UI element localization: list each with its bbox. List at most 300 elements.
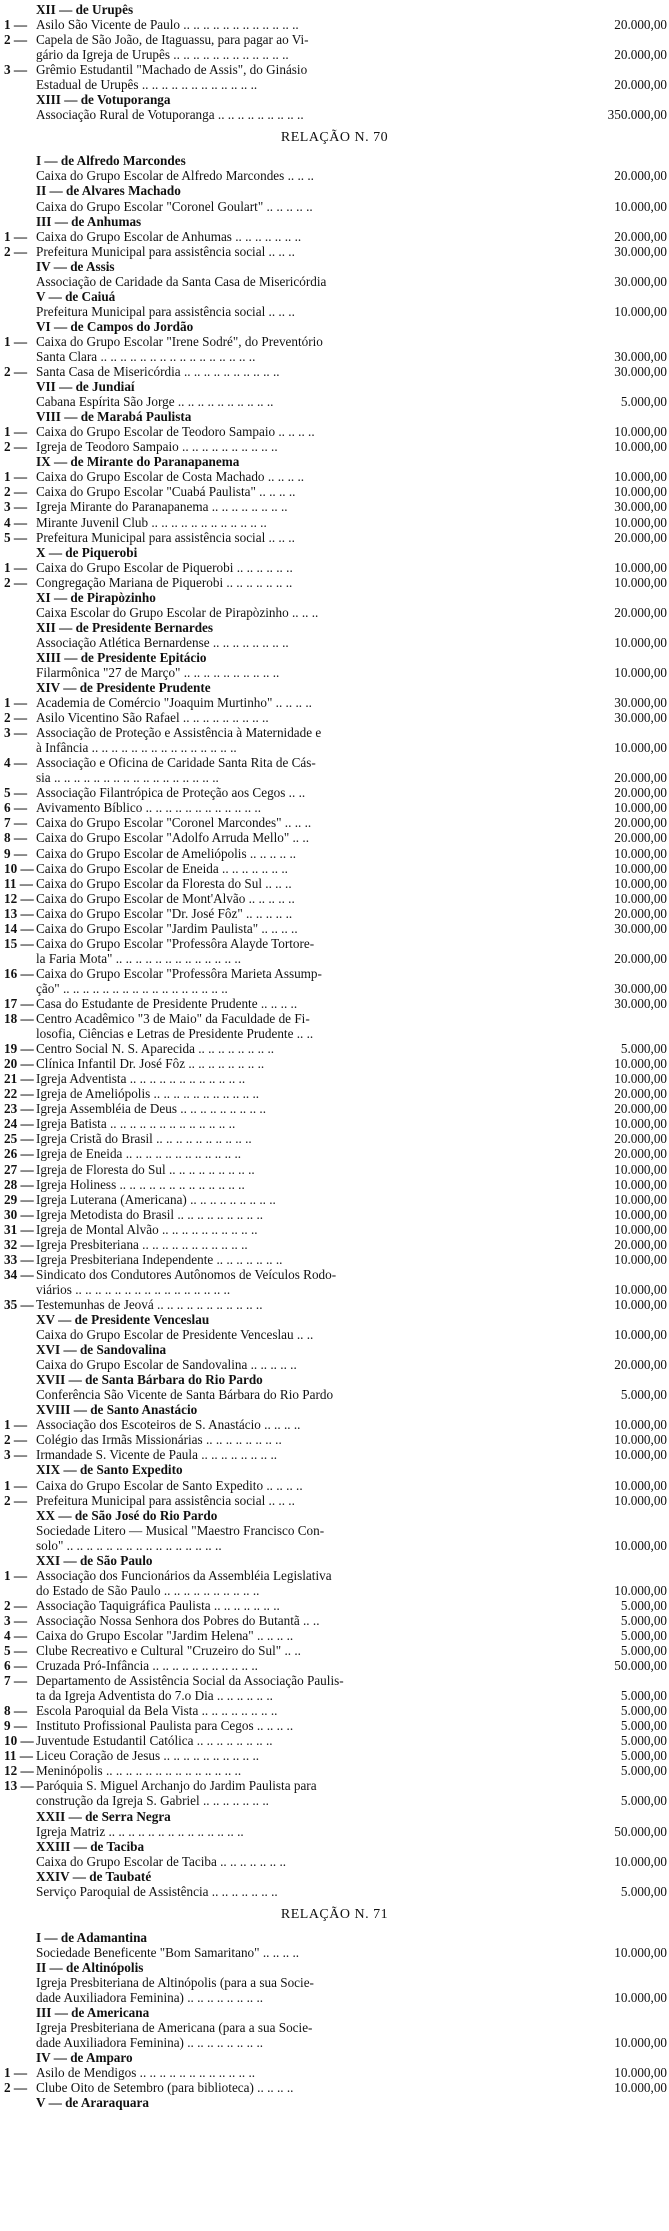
entry-text: Caixa do Grupo Escolar "Dr. José Fôz" .. .. .. .. .. — [36, 905, 293, 921]
section-heading — [0, 680, 669, 695]
entry-line — [0, 2020, 669, 2035]
entry-amount: 10.000,00 — [614, 860, 667, 876]
entry-number: 2 — — [4, 1432, 28, 1448]
entry-text: Asilo São Vicente de Paulo .. .. .. .. .. .. .. .. .. .. .. .. — [36, 17, 299, 33]
entry-line — [0, 229, 669, 244]
entry-number: 3 — — [4, 725, 28, 741]
entry-line — [0, 891, 669, 906]
entry-text: Liceu Coração de Jesus .. .. .. .. .. .. .. .. .. .. — [36, 1748, 260, 1764]
entry-line — [0, 605, 669, 620]
entry-number: 3 — — [4, 62, 28, 78]
entry-number: 10 — — [4, 860, 34, 876]
entry-text: Igreja de Eneida .. .. .. .. .. .. .. .. .. .. .. .. — [36, 1146, 242, 1162]
entry-text: XXI — de São Paulo — [36, 1552, 153, 1568]
entry-amount: 10.000,00 — [614, 1056, 667, 1072]
entry-number: 2 — — [4, 1492, 28, 1508]
entry-text: XII — de Urupês — [36, 2, 134, 17]
entry-text: Igreja Matriz .. .. .. .. .. .. .. .. .. .. .. .. .. .. — [36, 1823, 244, 1839]
entry-line — [0, 1041, 669, 1056]
entry-number: 5 — — [4, 785, 28, 801]
entry-line — [0, 1026, 669, 1041]
entry-text: Caixa do Grupo Escolar "Irene Sodré", do Preventório — [36, 333, 323, 349]
entry-amount: 10.000,00 — [614, 1944, 667, 1960]
entry-number: 3 — — [4, 1447, 28, 1463]
section-heading — [0, 153, 669, 168]
section-heading — [0, 319, 669, 334]
entry-amount: 10.000,00 — [614, 740, 667, 756]
entry-text: Estadual de Urupês .. .. .. .. .. .. .. .. .. .. .. .. — [36, 77, 258, 93]
entry-number: 2 — — [4, 710, 28, 726]
entry-amount: 10.000,00 — [614, 634, 667, 650]
entry-amount: 10.000,00 — [614, 1327, 667, 1343]
entry-text: XII — de Presidente Bernardes — [36, 619, 214, 635]
entry-amount: 10.000,00 — [614, 514, 667, 530]
section-heading — [0, 590, 669, 605]
entry-text: Sindicato dos Condutores Autônomos de Veículos Rodo- — [36, 1266, 337, 1282]
section-heading — [0, 409, 669, 424]
entry-number: 1 — — [4, 228, 28, 244]
section-heading — [0, 379, 669, 394]
entry-text: dade Auxiliadora Feminina) .. .. .. .. .. .. .. .. — [36, 2035, 264, 2051]
entry-amount: 30.000,00 — [614, 996, 667, 1011]
entry-text: Igreja Presbiteriana de Americana (para a sua Socie- — [36, 2020, 313, 2036]
entry-text: RELAÇÃO N. 71 — [280, 1906, 389, 1922]
entry-number: 23 — — [4, 1101, 34, 1117]
entry-number: 18 — — [4, 1011, 34, 1027]
entry-text: ção" .. .. .. .. .. .. .. .. .. .. .. .. .. .. .. .. .. — [36, 980, 228, 996]
entry-line — [0, 1613, 669, 1628]
entry-amount: 5.000,00 — [620, 1643, 667, 1659]
entry-number: 17 — — [4, 996, 34, 1011]
section-heading — [0, 1462, 669, 1477]
entry-amount: 10.000,00 — [614, 800, 667, 816]
entry-text: Caixa do Grupo Escolar de Sandovalina .. .. .. .. .. — [36, 1357, 297, 1373]
entry-amount: 5.000,00 — [620, 1763, 667, 1779]
entry-line — [0, 755, 669, 770]
entry-text: VI — de Campos do Jordão — [36, 318, 194, 334]
entry-number: 35 — — [4, 1296, 34, 1312]
entry-text: Asilo de Mendigos .. .. .. .. .. .. .. .. .. .. .. .. — [36, 2065, 256, 2081]
entry-amount: 10.000,00 — [614, 1221, 667, 1237]
entry-line — [0, 1793, 669, 1808]
section-heading — [0, 1342, 669, 1357]
entry-text: IV — de Amparo — [36, 2050, 133, 2066]
entry-text: Associação dos Escoteiros de S. Anastácio .. .. .. .. — [36, 1417, 301, 1433]
entry-line — [0, 936, 669, 951]
entry-amount: 30.000,00 — [614, 499, 667, 515]
entry-text: XXII — de Serra Negra — [36, 1808, 171, 1824]
entry-text: III — de Americana — [36, 2005, 150, 2021]
entry-text: Clube Recreativo e Cultural "Cruzeiro do Sul" .. .. — [36, 1643, 301, 1659]
entry-text: X — de Piquerobi — [36, 544, 138, 560]
entry-line — [0, 1086, 669, 1101]
entry-text: IV — de Assis — [36, 258, 115, 274]
entry-text: I — de Alfredo Marcondes — [36, 153, 186, 169]
entry-number: 1 — — [4, 17, 28, 33]
entry-text: Caixa do Grupo Escolar "Professôra Marieta Assump- — [36, 965, 322, 981]
entry-text: Associação Nossa Senhora dos Pobres do Butantã .. .. — [36, 1612, 320, 1628]
entry-amount: 20.000,00 — [614, 529, 667, 545]
entry-text: Igreja Cristã do Brasil .. .. .. .. .. .. .. .. .. .. — [36, 1131, 252, 1147]
entry-number: 3 — — [4, 1612, 28, 1628]
entry-text: Cruzada Pró-Infância .. .. .. .. .. .. .. .. .. .. .. — [36, 1658, 258, 1674]
entry-amount: 20.000,00 — [614, 785, 667, 801]
entry-amount: 10.000,00 — [614, 559, 667, 575]
entry-text: do Estado de São Paulo .. .. .. .. .. .. .. .. .. .. — [36, 1582, 260, 1598]
entry-amount: 5.000,00 — [620, 1883, 667, 1899]
entry-line — [0, 785, 669, 800]
entry-line — [0, 62, 669, 77]
entry-text: Conferência São Vicente de Santa Bárbara do Rio Pardo — [36, 1387, 334, 1403]
entry-line — [0, 1282, 669, 1297]
entry-amount: 5.000,00 — [620, 1688, 667, 1704]
entry-amount: 5.000,00 — [620, 1597, 667, 1613]
entry-line — [0, 1688, 669, 1703]
entry-line — [0, 695, 669, 710]
entry-text: solo" .. .. .. .. .. .. .. .. .. .. .. .. .. .. .. .. — [36, 1537, 222, 1553]
entry-amount: 20.000,00 — [614, 1146, 667, 1162]
entry-line — [0, 981, 669, 996]
entry-line — [0, 304, 669, 319]
entry-amount: 10.000,00 — [614, 1447, 667, 1463]
section-heading — [0, 2095, 669, 2110]
entry-text: Igreja Presbiteriana .. .. .. .. .. .. .. .. .. .. .. — [36, 1236, 248, 1252]
entry-line — [0, 1101, 669, 1116]
entry-number: 8 — — [4, 1703, 28, 1719]
entry-line — [0, 1538, 669, 1553]
entry-amount: 10.000,00 — [614, 1417, 667, 1433]
entry-number: 1 — — [4, 2065, 28, 2081]
entry-text: XV — de Presidente Venceslau — [36, 1311, 210, 1327]
entry-amount: 10.000,00 — [614, 439, 667, 455]
entry-amount: 10.000,00 — [614, 1537, 667, 1553]
entry-number: 4 — — [4, 1627, 28, 1643]
entry-line — [0, 725, 669, 740]
entry-text: Centro Acadêmico "3 de Maio" da Faculdade de Fi- — [36, 1011, 310, 1027]
entry-amount: 5.000,00 — [620, 394, 667, 410]
entry-text: Academia de Comércio "Joaquim Murtinho" .. .. .. .. — [36, 695, 312, 711]
entry-number: 5 — — [4, 1643, 28, 1659]
entry-text: XIII — de Votuporanga — [36, 92, 171, 108]
entry-line — [0, 439, 669, 454]
entry-text: Cabana Espírita São Jorge .. .. .. .. .. .. .. .. .. .. — [36, 394, 274, 410]
entry-text: gário da Igreja de Urupês .. .. .. .. .. .. .. .. .. .. .. .. — [36, 47, 289, 63]
entry-number: 19 — — [4, 1041, 34, 1057]
entry-line — [0, 1192, 669, 1207]
entry-text: ta da Igreja Adventista do 7.o Dia .. .. .. .. .. .. — [36, 1688, 273, 1704]
entry-line — [0, 1975, 669, 1990]
entry-text: Caixa do Grupo Escolar de Teodoro Sampaio .. .. .. .. — [36, 424, 315, 440]
entry-text: Caixa do Grupo Escolar de Presidente Venceslau .. .. — [36, 1327, 314, 1343]
entry-text: Caixa do Grupo Escolar "Coronel Goulart" .. .. .. .. .. — [36, 198, 313, 214]
entry-text: V — de Araraquara — [36, 2095, 149, 2111]
entry-line — [0, 1778, 669, 1793]
entry-line — [0, 394, 669, 409]
entry-number: 6 — — [4, 1658, 28, 1674]
entry-text: Associação de Proteção e Assistência à Maternidade e — [36, 725, 322, 741]
entry-line — [0, 1824, 669, 1839]
entry-line — [0, 515, 669, 530]
entry-text: Santa Casa de Misericórdia .. .. .. .. .. .. .. .. .. .. — [36, 364, 280, 380]
entry-text: Igreja de Ameliópolis .. .. .. .. .. .. .. .. .. .. .. — [36, 1086, 260, 1102]
entry-line — [0, 47, 669, 62]
entry-amount: 10.000,00 — [614, 875, 667, 891]
entry-text: XXIV — de Taubaté — [36, 1868, 152, 1884]
entry-text: Avivamento Bíblico .. .. .. .. .. .. .. .. .. .. .. .. — [36, 800, 262, 816]
section-heading — [0, 2005, 669, 2020]
entry-text: XIX — de Santo Expedito — [36, 1462, 183, 1478]
entry-text: XVII — de Santa Bárbara do Rio Pardo — [36, 1372, 263, 1388]
entry-number: 1 — — [4, 333, 28, 349]
entry-amount: 350.000,00 — [607, 107, 667, 123]
entry-number: 5 — — [4, 529, 28, 545]
section-heading — [0, 1809, 669, 1824]
entry-text: Serviço Paroquial de Assistência .. .. .. .. .. .. .. — [36, 1883, 278, 1899]
entry-amount: 20.000,00 — [614, 905, 667, 921]
entry-amount: 10.000,00 — [614, 303, 667, 319]
entry-text: Paróquia S. Miguel Archanjo do Jardim Paulista para — [36, 1778, 317, 1794]
entry-line — [0, 2080, 669, 2095]
entry-text: dade Auxiliadora Feminina) .. .. .. .. .. .. .. .. — [36, 1990, 264, 2005]
entry-line — [0, 1267, 669, 1282]
entry-number: 1 — — [4, 695, 28, 711]
entry-line — [0, 1447, 669, 1462]
entry-amount: 20.000,00 — [614, 1086, 667, 1102]
entry-amount: 10.000,00 — [614, 664, 667, 680]
entry-line — [0, 846, 669, 861]
entry-line — [0, 1222, 669, 1237]
entry-line — [0, 32, 669, 47]
entry-text: Caixa do Grupo Escolar de Eneida .. .. .. .. .. .. .. — [36, 860, 288, 876]
entry-text: Igreja Batista .. .. .. .. .. .. .. .. .. .. .. .. .. — [36, 1116, 236, 1132]
entry-line — [0, 1357, 669, 1372]
entry-line — [0, 107, 669, 122]
entry-number: 1 — — [4, 424, 28, 440]
entry-amount: 10.000,00 — [614, 1206, 667, 1222]
entry-amount: 10.000,00 — [614, 574, 667, 590]
entry-number: 3 — — [4, 499, 28, 515]
entry-amount: 10.000,00 — [614, 484, 667, 500]
entry-text: Filarmônica "27 de Março" .. .. .. .. .. .. .. .. .. .. — [36, 664, 280, 680]
entry-line — [0, 199, 669, 214]
entry-line — [0, 1583, 669, 1598]
entry-amount: 20.000,00 — [614, 950, 667, 966]
entry-number: 1 — — [4, 1567, 28, 1583]
entry-number: 16 — — [4, 965, 34, 981]
entry-text: Associação Rural de Votuporanga .. .. .. .. .. .. .. .. .. — [36, 107, 304, 123]
entry-amount: 10.000,00 — [614, 1582, 667, 1598]
entry-number: 22 — — [4, 1086, 34, 1102]
entry-line — [0, 2035, 669, 2050]
entry-number: 11 — — [4, 1748, 33, 1764]
entry-text: Igreja de Floresta do Sul .. .. .. .. .. .. .. .. .. — [36, 1161, 255, 1177]
entry-amount: 10.000,00 — [614, 1296, 667, 1312]
entry-amount: 30.000,00 — [614, 348, 667, 364]
entry-text: XXIII — de Taciba — [36, 1838, 145, 1854]
section-heading — [0, 1372, 669, 1387]
entry-text: Igreja Assembléia de Deus .. .. .. .. .. .. .. .. .. — [36, 1101, 267, 1117]
entry-text: Casa do Estudante de Presidente Prudente .. .. .. .. — [36, 996, 298, 1011]
entry-text: Caixa do Grupo Escolar "Jardim Paulista" .. .. .. .. — [36, 920, 298, 936]
entry-text: Sociedade Beneficente "Bom Samaritano" .. .. .. .. — [36, 1944, 300, 1960]
entry-line — [0, 1493, 669, 1508]
entry-line — [0, 1432, 669, 1447]
entry-number: 7 — — [4, 1673, 28, 1689]
entry-text: III — de Anhumas — [36, 213, 142, 229]
entry-text: Associação Atlética Bernardense .. .. .. .. .. .. .. .. — [36, 634, 289, 650]
entry-line — [0, 349, 669, 364]
entry-text: Colégio das Irmãs Missionárias .. .. .. .. .. .. .. .. — [36, 1432, 282, 1448]
entry-line — [0, 710, 669, 725]
section-heading — [0, 2, 669, 17]
entry-line — [0, 575, 669, 590]
entry-number: 2 — — [4, 574, 28, 590]
entry-amount: 10.000,00 — [614, 1176, 667, 1192]
entry-number: 4 — — [4, 755, 28, 771]
entry-line — [0, 1417, 669, 1432]
entry-line — [0, 770, 669, 785]
entry-line — [0, 1011, 669, 1026]
entry-amount: 30.000,00 — [614, 243, 667, 259]
entry-line — [0, 1643, 669, 1658]
entry-amount: 5.000,00 — [620, 1733, 667, 1749]
entry-line — [0, 861, 669, 876]
entry-text: Igreja Mirante do Paranapanema .. .. .. .. .. .. .. .. — [36, 499, 288, 515]
entry-number: 2 — — [4, 243, 28, 259]
entry-line — [0, 1071, 669, 1086]
entry-amount: 30.000,00 — [614, 364, 667, 380]
entry-text: VIII — de Marabá Paulista — [36, 409, 192, 425]
entry-line — [0, 1733, 669, 1748]
entry-text: Caixa do Grupo Escolar de Costa Machado .. .. .. .. — [36, 469, 305, 485]
entry-amount: 10.000,00 — [614, 2035, 667, 2051]
entry-line — [0, 1252, 669, 1267]
entry-line — [0, 530, 669, 545]
entry-line — [0, 1131, 669, 1146]
entry-amount: 20.000,00 — [614, 1357, 667, 1373]
entry-line — [0, 1327, 669, 1342]
entry-text: losofia, Ciências e Letras de Presidente Prudente .. .. — [36, 1026, 314, 1042]
entry-number: 11 — — [4, 875, 33, 891]
entry-line — [0, 906, 669, 921]
entry-text: RELAÇÃO N. 70 — [280, 130, 389, 146]
entry-amount: 20.000,00 — [614, 168, 667, 184]
entry-text: à Infância .. .. .. .. .. .. .. .. .. .. .. .. .. .. .. — [36, 740, 237, 756]
entry-number: 31 — — [4, 1221, 34, 1237]
entry-text: Caixa do Grupo Escolar de Anhumas .. .. .. .. .. .. .. — [36, 228, 302, 244]
entry-line — [0, 560, 669, 575]
entry-text: Santa Clara .. .. .. .. .. .. .. .. .. .. .. .. .. .. .. .. — [36, 348, 256, 364]
entry-line — [0, 1854, 669, 1869]
entry-amount: 30.000,00 — [614, 980, 667, 996]
entry-amount: 20.000,00 — [614, 1236, 667, 1252]
entry-line — [0, 499, 669, 514]
section-heading — [0, 214, 669, 229]
entry-text: Caixa do Grupo Escolar "Professôra Alayde Tortore- — [36, 935, 315, 951]
entry-text: XVIII — de Santo Anastácio — [36, 1402, 198, 1418]
entry-number: 7 — — [4, 815, 28, 831]
entry-line — [0, 17, 669, 32]
entry-text: II — de Altinópolis — [36, 1959, 144, 1975]
entry-number: 32 — — [4, 1236, 34, 1252]
entry-amount: 10.000,00 — [614, 424, 667, 440]
entry-number: 2 — — [4, 2080, 28, 2096]
entry-text: Associação Filantrópica de Proteção aos Cegos .. .. — [36, 785, 306, 801]
entry-text: Associação dos Funcionários da Assembléia Legislativa — [36, 1567, 332, 1583]
entry-text: XVI — de Sandovalina — [36, 1342, 167, 1358]
section-heading — [0, 1839, 669, 1854]
entry-number: 4 — — [4, 514, 28, 530]
entry-amount: 5.000,00 — [620, 1627, 667, 1643]
entry-line — [0, 1478, 669, 1493]
entry-text: Caixa do Grupo Escolar de Alfredo Marcondes .. .. .. — [36, 168, 314, 184]
entry-number: 1 — — [4, 1417, 28, 1433]
section-heading — [0, 1312, 669, 1327]
entry-number: 12 — — [4, 1763, 34, 1779]
section-heading — [0, 545, 669, 560]
entry-line — [0, 1056, 669, 1071]
entry-text: construção da Igreja S. Gabriel .. .. .. .. .. .. .. — [36, 1793, 269, 1809]
entry-amount: 5.000,00 — [620, 1612, 667, 1628]
entry-line — [0, 1116, 669, 1131]
entry-text: Caixa do Grupo Escolar da Floresta do Sul .. .. .. — [36, 875, 292, 891]
entry-amount: 20.000,00 — [614, 47, 667, 63]
entry-line — [0, 1146, 669, 1161]
entry-line — [0, 1237, 669, 1252]
entry-amount: 50.000,00 — [614, 1823, 667, 1839]
entry-line — [0, 1763, 669, 1778]
entry-text: Juventude Estudantil Católica .. .. .. .. .. .. .. .. — [36, 1733, 273, 1749]
entry-text: Caixa do Grupo Escolar de Piquerobi .. .. .. .. .. .. — [36, 559, 293, 575]
entry-amount: 10.000,00 — [614, 1492, 667, 1508]
entry-text: Instituto Profissional Paulista para Cegos .. .. .. .. — [36, 1718, 294, 1734]
entry-amount: 10.000,00 — [614, 2065, 667, 2081]
entry-text: Igreja Holiness .. .. .. .. .. .. .. .. .. .. .. .. .. — [36, 1176, 245, 1192]
entry-text: Meninópolis .. .. .. .. .. .. .. .. .. .. .. .. .. .. — [36, 1763, 242, 1779]
entry-amount: 10.000,00 — [614, 469, 667, 485]
entry-amount: 10.000,00 — [614, 890, 667, 906]
section-heading — [0, 289, 669, 304]
entry-amount: 5.000,00 — [620, 1387, 667, 1403]
entry-amount: 10.000,00 — [614, 2080, 667, 2096]
entry-line — [0, 1207, 669, 1222]
entry-line — [0, 1658, 669, 1673]
entry-text: Prefeitura Municipal para assistência social .. .. .. — [36, 529, 295, 545]
entry-number: 24 — — [4, 1116, 34, 1132]
section-heading — [0, 454, 669, 469]
entry-line — [0, 2065, 669, 2080]
section-heading — [0, 2050, 669, 2065]
entry-amount: 20.000,00 — [614, 604, 667, 620]
entry-line — [0, 951, 669, 966]
entry-text: Caixa do Grupo Escolar de Mont'Alvão .. .. .. .. .. — [36, 890, 295, 906]
entry-number: 30 — — [4, 1206, 34, 1222]
entry-line — [0, 1568, 669, 1583]
entry-text: I — de Adamantina — [36, 1929, 148, 1945]
entry-text: Caixa do Grupo Escolar "Adolfo Arruda Mello" .. .. — [36, 830, 309, 846]
entry-line — [0, 1297, 669, 1312]
entry-amount: 10.000,00 — [614, 1071, 667, 1087]
entry-text: Igreja de Montal Alvão .. .. .. .. .. .. .. .. .. .. — [36, 1221, 258, 1237]
entry-text: Asilo Vicentino São Rafael .. .. .. .. .. .. .. .. .. — [36, 710, 269, 726]
entry-line — [0, 815, 669, 830]
entry-text: XI — de Pirapòzinho — [36, 589, 156, 605]
entry-amount: 10.000,00 — [614, 198, 667, 214]
entry-amount: 5.000,00 — [620, 1748, 667, 1764]
entry-amount: 20.000,00 — [614, 1101, 667, 1117]
entry-text: IX — de Mirante do Paranapanema — [36, 454, 240, 470]
relation-heading — [0, 1899, 669, 1930]
